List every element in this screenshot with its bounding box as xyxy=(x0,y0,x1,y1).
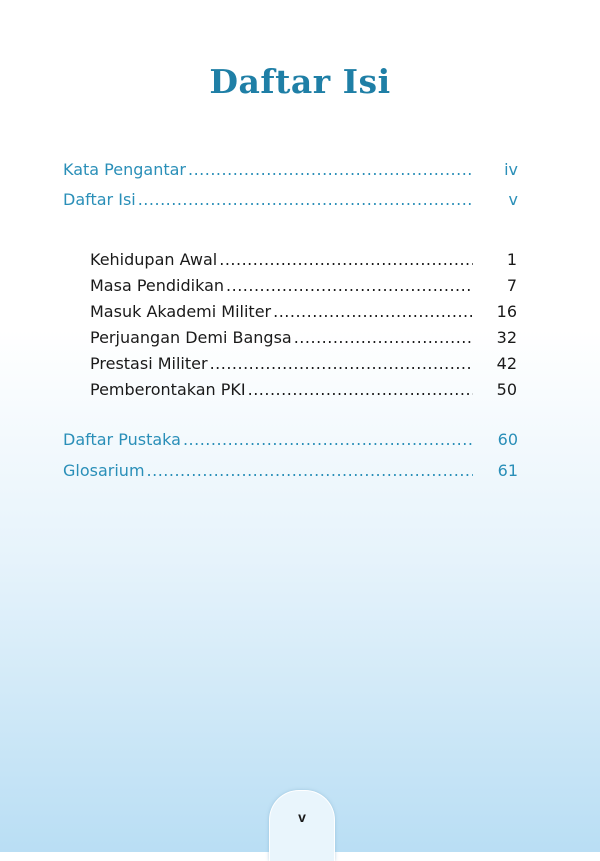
page-number-tab xyxy=(269,790,335,861)
toc-entry-pemberontakan-pki[interactable] xyxy=(90,380,517,399)
toc-entry-label: Prestasi Militer xyxy=(90,354,208,373)
toc-entry-kata-pengantar[interactable] xyxy=(63,160,518,179)
toc-entry-kehidupan-awal[interactable] xyxy=(90,250,517,269)
page-number: v xyxy=(298,809,306,825)
toc-entry-perjuangan-demi-bangsa[interactable] xyxy=(90,328,517,347)
toc-leader-dots xyxy=(226,276,473,295)
toc-leader-dots xyxy=(210,354,473,373)
toc-leader-dots xyxy=(147,461,473,480)
toc-leader-dots xyxy=(138,190,473,209)
toc-leader-dots xyxy=(294,328,473,347)
toc-entry-label: Kehidupan Awal xyxy=(90,250,218,269)
toc-entry-page: 50 xyxy=(496,380,517,399)
toc-entry-glosarium[interactable] xyxy=(63,461,518,480)
toc-entry-page: v xyxy=(508,190,518,209)
toc-entry-page: 61 xyxy=(497,461,518,480)
toc-entry-label: Kata Pengantar xyxy=(63,160,186,179)
toc-entry-label: Daftar Pustaka xyxy=(63,430,181,449)
toc-leader-dots xyxy=(273,302,473,321)
toc-entry-label: Glosarium xyxy=(63,461,145,480)
toc-entry-page: 60 xyxy=(497,430,518,449)
toc-entry-label: Daftar Isi xyxy=(63,190,136,209)
toc-entry-page: 32 xyxy=(496,328,517,347)
toc-leader-dots xyxy=(248,380,473,399)
toc-entry-masuk-akademi-militer[interactable] xyxy=(90,302,517,321)
toc-entry-page: iv xyxy=(504,160,518,179)
toc-entry-page: 1 xyxy=(506,250,517,269)
toc-leader-dots xyxy=(188,160,473,179)
page-title: Daftar Isi xyxy=(209,62,391,101)
toc-entry-label: Masuk Akademi Militer xyxy=(90,302,272,321)
toc-entry-page: 7 xyxy=(506,276,517,295)
toc-entry-label: Perjuangan Demi Bangsa xyxy=(90,328,292,347)
toc-entry-daftar-isi[interactable] xyxy=(63,190,518,209)
toc-leader-dots xyxy=(183,430,473,449)
toc-entry-page: 16 xyxy=(496,302,517,321)
toc-entry-page: 42 xyxy=(496,354,517,373)
toc-entry-prestasi-militer[interactable] xyxy=(90,354,517,373)
toc-entry-label: Pemberontakan PKI xyxy=(90,380,246,399)
toc-leader-dots xyxy=(219,250,473,269)
toc-entry-masa-pendidikan[interactable] xyxy=(90,276,517,295)
toc-entry-daftar-pustaka[interactable] xyxy=(63,430,518,449)
toc-entry-label: Masa Pendidikan xyxy=(90,276,225,295)
